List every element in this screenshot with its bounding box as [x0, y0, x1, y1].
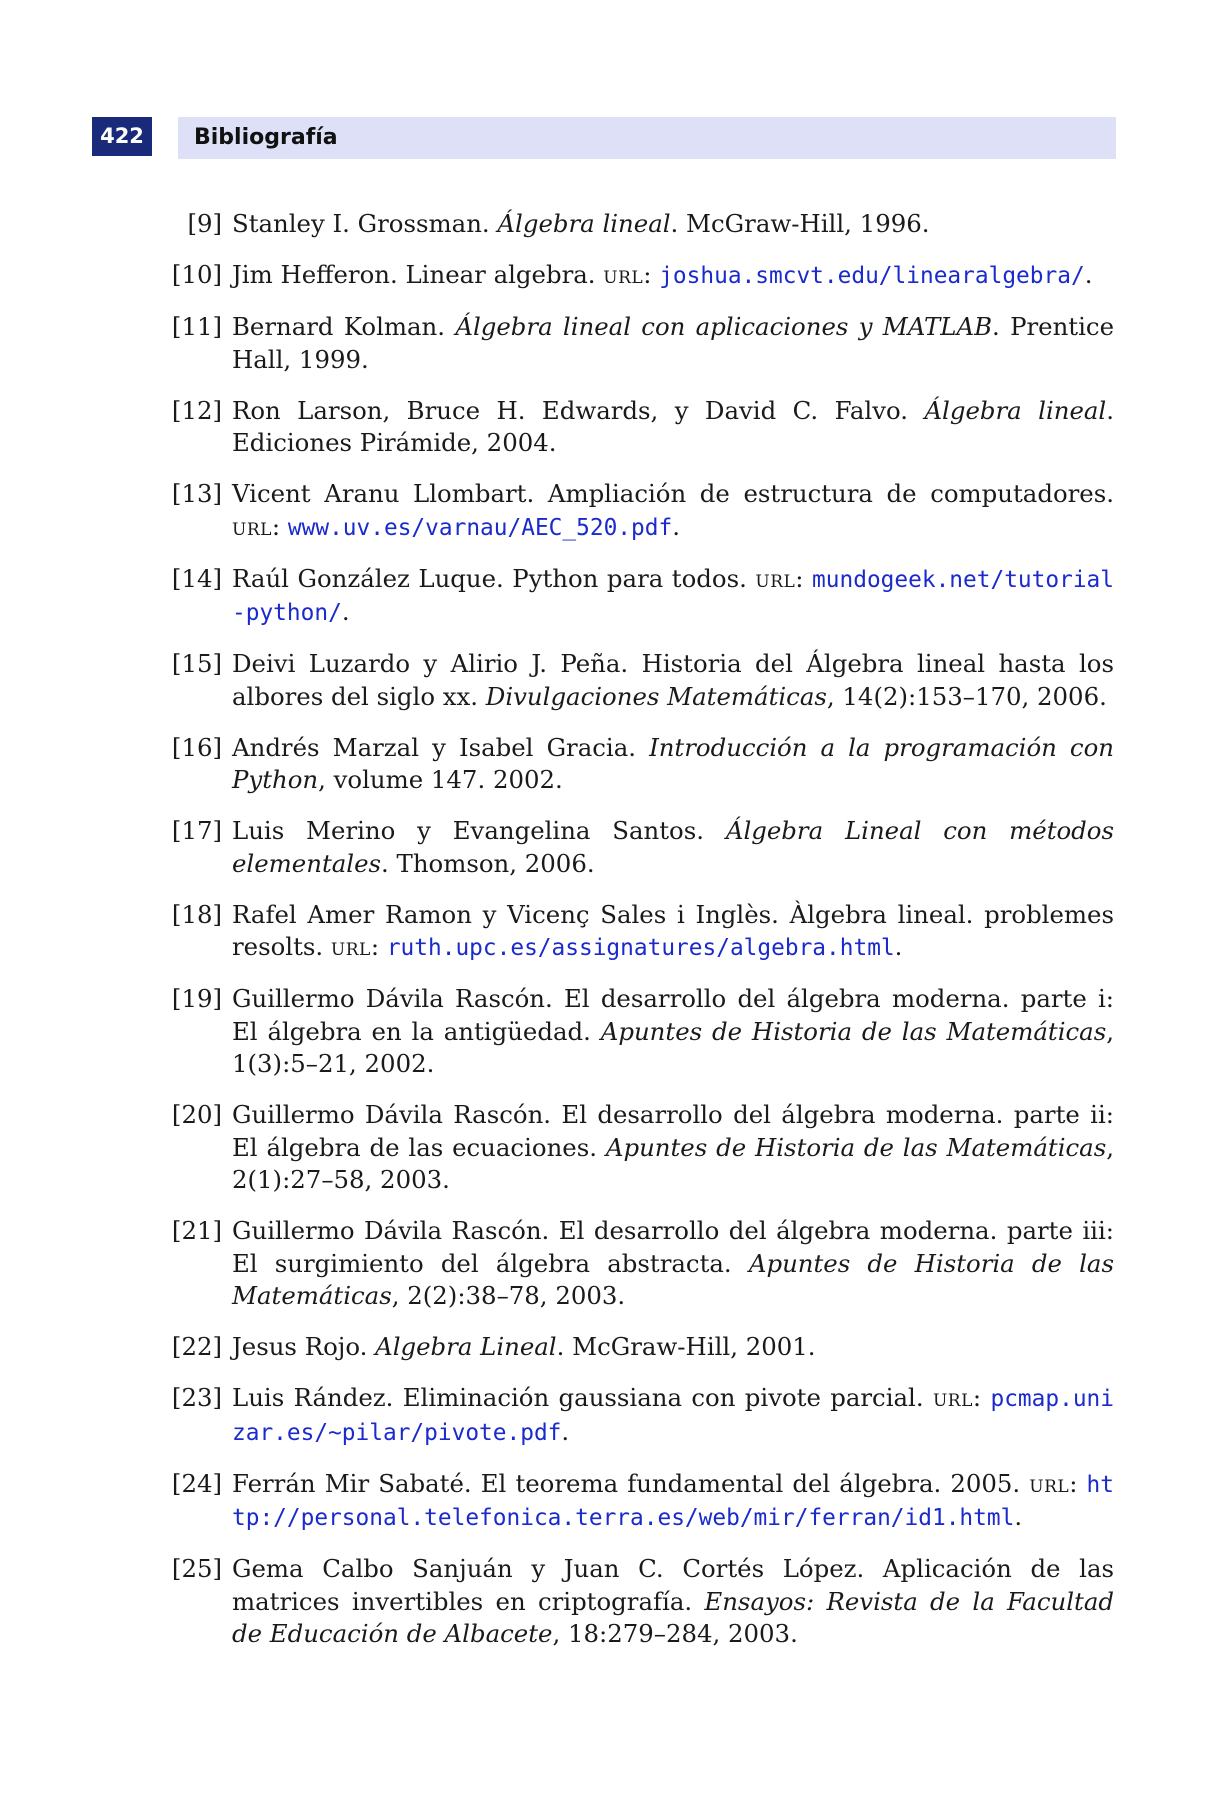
- bib-entry-text: [232, 479, 1114, 541]
- bib-title-italic: Introducción a la programación con Python: [232, 732, 1114, 794]
- bib-text-segment: . McGraw-Hill, 1996.: [670, 209, 930, 238]
- bib-text-segment: .: [1084, 260, 1093, 289]
- bib-text-segment: Luis Rández. Eliminación gaussiana con pivote parcial.: [232, 1383, 933, 1412]
- bib-text-segment: Stanley I. Grossman.: [232, 209, 498, 238]
- bib-text-segment: Guillermo Dávila Rascón. El desarrollo del álgebra moderna. parte i: El álgebra en la antigüedad.: [232, 984, 1114, 1046]
- bib-title-italic: Apuntes de Historia de las Matemáticas: [600, 1016, 1107, 1046]
- bib-entry-number: [20]: [171, 1100, 222, 1129]
- bib-text-segment: , 2(2):38–78, 2003.: [391, 1281, 626, 1310]
- bib-text-segment: :: [972, 1383, 991, 1412]
- bib-text-segment: .: [341, 597, 350, 626]
- bib-text-segment: Rafel Amer Ramon y Vicenç Sales i Inglès. Àlgebra lineal. problemes resolts.: [232, 899, 1114, 961]
- bib-entry-text: [232, 733, 1114, 795]
- bib-entry-text: [232, 900, 1114, 962]
- bib-text-segment: Ron Larson, Bruce H. Edwards, y David C. Falvo.: [232, 395, 925, 425]
- bib-entry: [152, 1215, 1114, 1313]
- bib-entry-number: [23]: [171, 1383, 222, 1412]
- bib-url-link[interactable]: www.uv.es/varnau/AEC_520.pdf: [287, 514, 673, 541]
- bib-entry: [152, 311, 1114, 376]
- bib-text-segment: Guillermo Dávila Rascón. El desarrollo del álgebra moderna. parte iii: El surgimiento del álgebra abstracta.: [232, 1216, 1114, 1278]
- bib-text-segment: , 1(3):5–21, 2002.: [232, 1016, 1114, 1078]
- bib-entry-number: [18]: [171, 899, 222, 929]
- bib-entry-number: [11]: [171, 312, 222, 341]
- bib-text-segment: . McGraw-Hill, 2001.: [556, 1332, 816, 1361]
- bib-entry-number: [19]: [171, 984, 222, 1013]
- bib-entry-text: [232, 984, 1114, 1078]
- bib-entry-text: [232, 1383, 1114, 1446]
- bib-text-segment: . Prentice Hall, 1999.: [232, 312, 1115, 374]
- bib-entry: [152, 395, 1114, 460]
- url-label: url: [932, 1383, 973, 1412]
- bib-text-segment: Bernard Kolman.: [232, 312, 456, 341]
- bib-entry: [152, 259, 1114, 293]
- bib-text-segment: , 14(2):153–170, 2006.: [826, 681, 1107, 711]
- bib-text-segment: :: [643, 260, 660, 289]
- bib-text-segment: .: [894, 932, 903, 961]
- bib-text-segment: Jim Hefferon. Linear algebra.: [232, 260, 604, 289]
- bib-text-segment: Deivi Luzardo y Alirio J. Peña. Historia del Álgebra lineal hasta los albores del siglo xx.: [232, 649, 1114, 711]
- bib-text-segment: .: [1014, 1502, 1023, 1531]
- bib-title-italic: Álgebra Lineal con métodos elementales: [232, 816, 1114, 878]
- bib-text-segment: , 2(1):27–58, 2003.: [232, 1132, 1114, 1194]
- url-label: url: [603, 260, 644, 289]
- running-header: [92, 117, 1116, 159]
- bib-entry-number: [10]: [171, 260, 222, 289]
- bib-entry-text: [232, 564, 1114, 627]
- bib-entry: [152, 1331, 1114, 1364]
- bib-entry-number: [14]: [171, 563, 222, 593]
- bib-text-segment: Vicent Aranu Llombart. Ampliación de estructura de computadores.: [232, 479, 1114, 508]
- bib-entry: [152, 1468, 1114, 1535]
- bib-title-italic: Álgebra lineal: [924, 395, 1107, 425]
- bib-text-segment: .: [561, 1416, 570, 1446]
- bib-entry-number: [21]: [171, 1216, 222, 1245]
- bib-text-segment: Ferrán Mir Sabaté. El teorema fundamental del álgebra. 2005.: [232, 1468, 1030, 1498]
- bib-text-segment: :: [795, 563, 813, 593]
- bib-text-segment: :: [1069, 1468, 1087, 1498]
- bib-text-segment: Gema Calbo Sanjuán y Juan C. Cortés López. Aplicación de las matrices invertibles en criptografía.: [232, 1554, 1114, 1616]
- bib-text-segment: :: [370, 932, 387, 961]
- bib-entry-text: [232, 1469, 1114, 1532]
- bib-entry-text: [232, 1216, 1114, 1310]
- bib-text-segment: .: [672, 511, 680, 541]
- bibliography-list: [152, 208, 1114, 1669]
- bib-entry: [152, 1382, 1114, 1449]
- bib-entry-number: [25]: [171, 1554, 222, 1583]
- bib-entry-text: [232, 312, 1114, 374]
- bib-url-link[interactable]: joshua.smcvt.edu/linearalgebra/: [659, 263, 1085, 289]
- bib-text-segment: . Thomson, 2006.: [381, 848, 595, 878]
- bib-entry-text: [232, 816, 1114, 878]
- bib-entry-text: [232, 209, 930, 238]
- bib-entry-text: [232, 1554, 1114, 1648]
- bib-entry: [152, 1099, 1114, 1197]
- bib-entry-number: [22]: [171, 1332, 222, 1361]
- url-label: url: [1029, 1468, 1070, 1498]
- bib-entry-text: [232, 1100, 1114, 1194]
- bib-entry: [152, 732, 1114, 797]
- bib-entry: [152, 208, 1114, 241]
- url-label: url: [755, 563, 796, 593]
- bib-entry-number: [9]: [187, 209, 222, 238]
- bib-title-italic: Ensayos: Revista de la Facultad de Educación de Albacete: [232, 1586, 1114, 1648]
- bib-title-italic: Álgebra lineal: [497, 209, 671, 238]
- page-number: 422: [92, 117, 152, 156]
- page-title: Bibliografía: [194, 125, 338, 150]
- url-label: url: [232, 511, 272, 541]
- bib-entry: [152, 648, 1114, 713]
- bib-title-italic: Apuntes de Historia de las Matemáticas: [232, 1248, 1114, 1310]
- bib-entry-text: [232, 649, 1114, 711]
- bib-entry-text: [232, 396, 1114, 458]
- bib-entry: [152, 899, 1114, 965]
- bib-entry: [152, 1553, 1114, 1651]
- bib-text-segment: , volume 147. 2002.: [318, 765, 563, 794]
- bib-entry-text: [232, 1332, 816, 1361]
- bib-entry-number: [12]: [171, 395, 222, 425]
- bib-entry: [152, 983, 1114, 1081]
- bib-url-link[interactable]: ruth.upc.es/assignatures/algebra.html: [386, 935, 895, 961]
- bib-entry: [152, 563, 1114, 630]
- url-label: url: [330, 932, 371, 961]
- bib-entry: [152, 478, 1114, 544]
- bib-title-italic: Apuntes de Historia de las Matemáticas: [605, 1132, 1107, 1162]
- bib-text-segment: , 18:279–284, 2003.: [552, 1619, 798, 1648]
- bib-url-link[interactable]: http://personal.telefonica.terra.es/web/mir/ferran/id1.html: [232, 1471, 1114, 1531]
- bib-entry-number: [13]: [171, 479, 222, 508]
- bib-entry-number: [15]: [171, 649, 222, 678]
- bib-text-segment: Andrés Marzal y Isabel Gracia.: [232, 732, 650, 762]
- bib-text-segment: Raúl González Luque. Python para todos.: [232, 563, 756, 593]
- bib-text-segment: Luis Merino y Evangelina Santos.: [232, 816, 726, 845]
- bib-title-italic: Algebra Lineal: [375, 1332, 557, 1361]
- bib-entry-number: [17]: [171, 816, 222, 845]
- bib-text-segment: Jesus Rojo.: [232, 1332, 376, 1361]
- bib-entry-number: [24]: [171, 1468, 222, 1498]
- bib-url-link[interactable]: mundogeek.net/tutorial-python/: [232, 566, 1114, 626]
- bib-title-italic: Álgebra lineal con aplicaciones y MATLAB: [455, 312, 993, 341]
- bib-text-segment: Guillermo Dávila Rascón. El desarrollo del álgebra moderna. parte ii: El álgebra de las ecuaciones.: [232, 1100, 1114, 1162]
- bib-entry-number: [16]: [171, 732, 222, 762]
- bib-entry: [152, 815, 1114, 880]
- bib-url-link[interactable]: pcmap.unizar.es/~pilar/pivote.pdf: [232, 1386, 1114, 1446]
- bib-text-segment: . Ediciones Pirámide, 2004.: [232, 395, 1114, 457]
- bib-entry-text: [232, 260, 1092, 289]
- bib-title-italic: Divulgaciones Matemáticas: [485, 681, 827, 711]
- bib-text-segment: :: [271, 511, 288, 541]
